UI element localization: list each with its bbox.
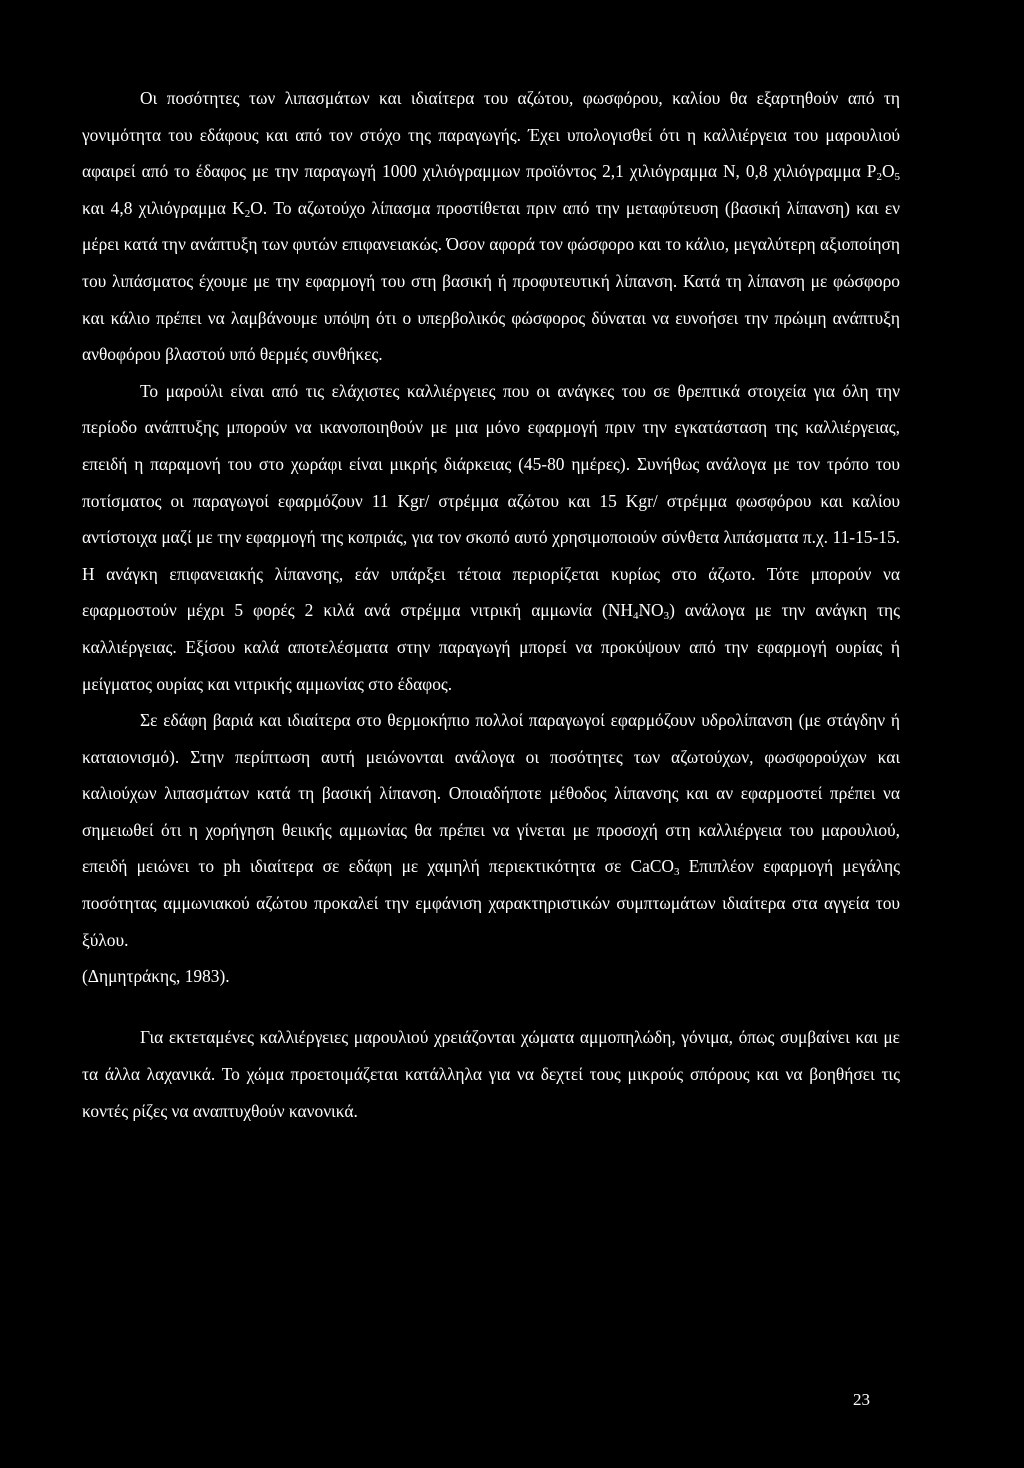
citation: (Δημητράκης, 1983).: [82, 966, 230, 987]
document-page: [82, 80, 900, 1130]
paragraph-fertilizer-quantities: Οι ποσότητες των λιπασμάτων και ιδιαίτερα του αζώτου, φωσφόρου, καλίου θα εξαρτηθούν από τη γονιμότητα του εδάφους και από τον στόχο της παραγωγής. Έχει υπολογισθεί ότι η καλλιέργεια του μαρουλιού αφαιρεί από το έδαφος με την παραγωγή 1000 χιλιόγραμμων προϊόντος 2,1 χιλιόγραμμα N, 0,8 χιλιόγραμμα $P_2O_5$ και 4,8 χιλιόγραμμα $K_2O$. Το αζωτούχο λίπασμα προστίθεται πριν από την μεταφύτευση (βασική λίπανση) και εν μέρει κατά την ανάπτυξη των φυτών επιφανειακώς. Όσον αφορά τον φώσφορο και το κάλιο, μεγαλύτερη αξιοποίηση του λιπάσματος έχουμε με την εφαρμογή του στη βασική ή προφυτευτική λίπανση. Κατά τη λίπανση με φώσφορο και κάλιο πρέπει να λαμβάνουμε υπόψη ότι ο υπερβολικός φώσφορος δύναται να ευνοήσει την πρώιμη ανάπτυξη ανθοφόρου βλαστού υπό θερμές συνθήκες.: [82, 88, 900, 365]
paragraph-fertigation: Σε εδάφη βαριά και ιδιαίτερα στο θερμοκήπιο πολλοί παραγωγοί εφαρμόζουν υδρολίπανση (με στάγδην ή καταιονισμό). Στην περίπτωση αυτή μειώνονται ανάλογα οι ποσότητες των αζωτούχων, φωσφορούχων και καλιούχων λιπασμάτων κατά τη βασική λίπανση. Οποιαδήποτε μέθοδος λίπανσης και αν εφαρμοστεί πρέπει να σημειωθεί ότι η χορήγηση θειικής αμμωνίας θα πρέπει να γίνεται με προσοχή στη καλλιέργεια του μαρουλιού, επειδή μειώνει το ph ιδιαίτερα σε εδάφη με χαμηλή περιεκτικότητα σε CaCO$_3$ Επιπλέον εφαρμογή μεγάλης ποσότητας αμμωνιακού αζώτου προκαλεί την εμφάνιση χαρακτηριστικών συμπτωμάτων ιδιαίτερα στα αγγεία του ξύλου.: [82, 710, 900, 950]
paragraph-soil-preparation: Για εκτεταμένες καλλιέργειες μαρουλιού χρειάζονται χώματα αμμοπηλώδη, γόνιμα, όπως συμβαίνει και με τα άλλα λαχανικά. Το χώμα προετοιμάζεται κατάλληλα για να δεχτεί τους μικρούς σπόρους και να βοηθήσει τις κοντές ρίζες να αναπτυχθούν κανονικά.: [82, 1026, 900, 1121]
paragraph-lettuce-nutrient-needs: Το μαρούλι είναι από τις ελάχιστες καλλιέργειες που οι ανάγκες του σε θρεπτικά στοιχεία για όλη την περίοδο ανάπτυξης μπορούν να ικανοποιηθούν με μια μόνο εφαρμογή πριν την εγκατάσταση της καλλιέργειας, επειδή η παραμονή του στο χωράφι είναι μικρής διάρκειας (45-80 ημέρες). Συνήθως ανάλογα με τον τρόπο του ποτίσματος οι παραγωγοί εφαρμόζουν 11 Kgr/ στρέμμα αζώτου και 15 Kgr/ στρέμμα φωσφόρου και καλίου αντίστοιχα μαζί με την εφαρμογή της κοπριάς, για τον σκοπό αυτό χρησιμοποιούν σύνθετα λιπάσματα π.χ. 11-15-15. Η ανάγκη επιφανειακής λίπανσης, εάν υπάρξει τέτοια περιορίζεται κυρίως στο άζωτο. Τότε μπορούν να εφαρμοστούν μέχρι 5 φορές 2 κιλά ανά στρέμμα νιτρική αμμωνία $(NH_4NO_3)$ ανάλογα με την ανάγκη της καλλιέργειας. Εξίσου καλά αποτελέσματα στην παραγωγή μπορεί να προκύψουν από την εφαρμογή ουρίας ή μείγματος ουρίας και νιτρικής αμμωνίας στο έδαφος.: [82, 380, 900, 694]
page-number: 23: [853, 1390, 870, 1409]
